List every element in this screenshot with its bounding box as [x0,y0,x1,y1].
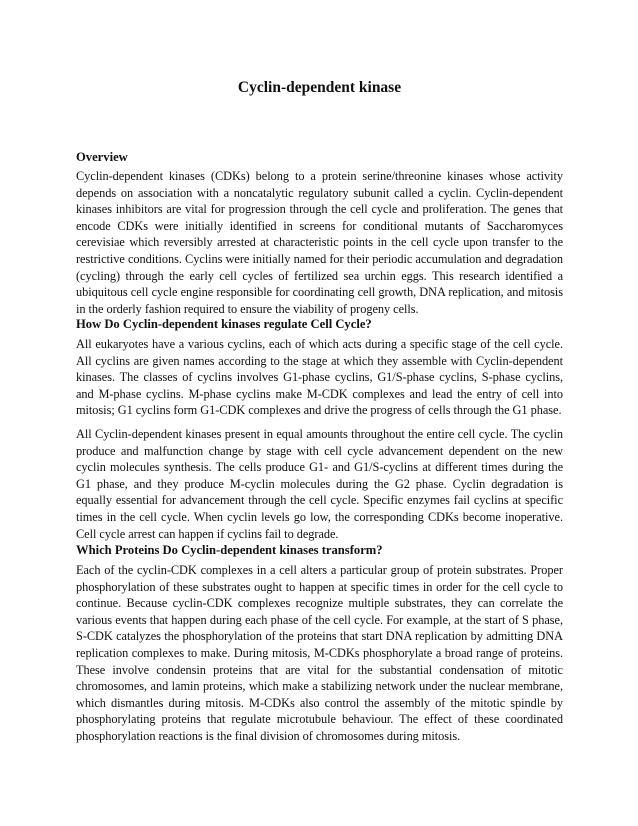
paragraph-substrates: Each of the cyclin-CDK complexes in a cell alters a particular group of protein substrates. Proper phosphorylation of these substrates ought to happen at specific times in order for the cell cycle to continue. Because cyclin-CDK complexes recognize multiple substrates, they can correlate the various events that happen during each phase of the cell cycle. For example, at the start of S phase, S-CDK catalyzes the phosphorylation of the proteins that start DNA replication by admitting DNA replication complexes to make. During mitosis, M-CDKs phosphorylate a broad range of proteins. These involve condensin proteins that are vital for the substantial condensation of mitotic chromosomes, and lamin proteins, which make a stabilizing network under the nuclear membrane, which dismantles during mitosis. M-CDKs also control the assembly of the mitotic spindle by phosphorylating proteins that regulate microtubule behaviour. The effect of these coordinated phosphorylation reactions is the final division of chromosomes during mitosis. [76,563,563,743]
paragraph-regulation-1: All eukaryotes have a various cyclins, each of which acts during a specific stage of the cell cycle. All cyclins are given names according to the stage at which they assemble with Cyclin-dependent kinases. The classes of cyclins involves G1-phase cyclins, G1/S-phase cyclins, S-phase cyclins, and M-phase cyclins. M-phase cyclins make M-CDK complexes and lead the entry of cell into mitosis; G1 cyclins form G1-CDK complexes and drive the progress of cells through the G1 phase. [76,337,563,418]
document-title: Cyclin-dependent kinase [237,79,402,96]
section-heading-regulation: How Do Cyclin-dependent kinases regulate Cell Cycle? [76,317,372,331]
section-heading-substrates: Which Proteins Do Cyclin-dependent kinases transform? [76,543,383,557]
section-heading-overview: Overview [76,150,128,164]
paragraph-overview: Cyclin-dependent kinases (CDKs) belong to a protein serine/threonine kinases whose activity depends on association with a noncatalytic regulatory subunit called a cyclin. Cyclin-dependent kinases inhibitors are vital for progression through the cell cycle and proliferation. The genes that encode CDKs were initially identified in screens for conditional mutants of Saccharomyces cerevisiae which reversibly arrested at characteristic points in the cell cycle upon transfer to the restrictive conditions. Cyclins were initially named for their periodic accumulation and degradation (cycling) through the early cell cycles of fertilized sea urchin eggs. This research identified a ubiquitous cell cycle engine responsible for coordinating cell growth, DNA replication, and mitosis in the orderly fashion required to ensure the viability of progeny cells. [76,169,563,316]
paragraph-regulation-2: All Cyclin-dependent kinases present in equal amounts throughout the entire cell cycle. The cyclin produce and malfunction change by stage with cell cycle advancement dependent on the new cyclin molecules synthesis. The cells produce G1- and G1/S-cyclins at different times during the G1 phase, and they produce M-cyclin molecules during the G2 phase. Cyclin degradation is equally essential for advancement through the cell cycle. Specific enzymes fail cyclins at specific times in the cell cycle. When cyclin levels go low, the corresponding CDKs become inoperative. Cell cycle arrest can happen if cyclins fail to degrade. [76,427,563,541]
